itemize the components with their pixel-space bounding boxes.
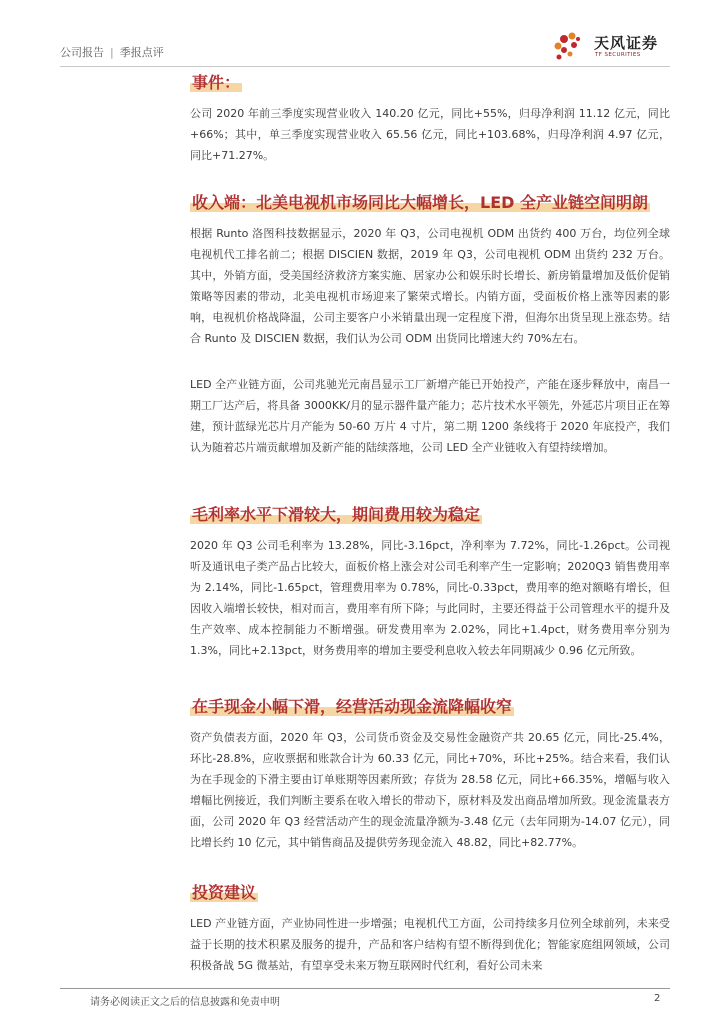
section-title: 在手现金小幅下滑，经营活动现金流降幅收窄	[192, 697, 513, 716]
breadcrumb-report-type: 公司报告	[60, 46, 104, 59]
paragraph: 资产负债表方面，2020 年 Q3，公司货币资金及交易性金融资产共 20.65 亿元，同比-25.4%，环比-28.8%，应收票据和账款合计为 60.33 亿元，同比+70%，环比+25%。结合来看，我们认为在手现金的下滑主要由订单账期等因素所致；存货为 28.58 亿元，同比+66.35%，增幅与收入增幅比例接近，我们判断主要系在收入增长的带动下，原材料及发出商品增加所致。现金流量表方面，公司 2020 年 Q3 经营活动产生的现金流量净额为-3.48 亿元（去年同期为-14.07 亿元），同比增长约 10 亿元，其中销售商品及提供劳务现金流入 48.82，同比+82.77%。	[190, 731, 670, 849]
breadcrumb-separator: |	[110, 46, 114, 59]
section-title: 投资建议	[192, 883, 257, 902]
paragraph: LED 全产业链方面，公司兆驰光元南昌显示工厂新增产能已开始投产，产能在逐步释放中，南昌一期工厂达产后，将具备 3000KK/月的显示器件量产能力；芯片技术水平领先，外延芯片项目正在筹建，预计蓝绿光芯片月产能为 50-60 万片 4 寸片，第二期 1200 条线将于 2020 年底投产，我们认为随着芯片端贡献增加及新产能的陆续落地，公司 LED 全产业链收入有望持续增加。	[190, 378, 670, 454]
section-revenue	[190, 190, 670, 458]
breadcrumb-report-category: 季报点评	[119, 46, 164, 59]
paragraph: 公司 2020 年前三季度实现营业收入 140.20 亿元，同比+55%，归母净利润 11.12 亿元，同比+66%；其中，单三季度实现营业收入 65.56 亿元，同比+103.68%，归母净利润 4.97 亿元，同比+71.27%。	[190, 107, 670, 162]
footer-divider	[60, 988, 670, 989]
footer-disclaimer: 请务必阅读正文之后的信息披露和免责申明	[90, 997, 280, 1008]
section-title: 收入端：北美电视机市场同比大幅增长，LED 全产业链空间明朗	[192, 193, 648, 212]
section-margin	[190, 502, 670, 661]
section-title: 毛利率水平下滑较大，期间费用较为稳定	[192, 505, 481, 524]
page-header	[60, 34, 670, 64]
brand-logo	[550, 28, 670, 68]
paragraph: 2020 年 Q3 公司毛利率为 13.28%，同比-3.16pct，净利率为 7.72%，同比-1.26pct。公司视听及通讯电子类产品占比较大，面板价格上涨会对公司毛利率产生一定影响；2020Q3 销售费用率为 2.14%，同比-1.65pct，管理费用率为 0.78%，同比-0.33pct，费用率的绝对额略有增长，但因收入端增长较快，相对而言，费用率有所下降；与此同时，主要还得益于公司管理水平的提升及生产效率、成本控制能力不断增强。研发费用率为 2.02%，同比+1.4pct，财务费用率分别为 1.3%，同比+2.13pct，财务费用率的增加主要受利息收入较去年同期减少 0.96 亿元所致。	[190, 539, 670, 657]
flower-logo-icon	[550, 30, 590, 64]
section-investment-advice	[190, 880, 670, 976]
section-event	[190, 70, 670, 166]
header-divider	[60, 66, 670, 67]
section-cashflow	[190, 694, 670, 853]
paragraph: 根据 Runto 洛图科技数据显示，2020 年 Q3，公司电视机 ODM 出货约 400 万台，均位列全球电视机代工排名前二；根据 DISCIEN 数据，2019 年 Q3，公司电视机 ODM 出货约 232 万台。其中，外销方面，受美国经济救济方案实施、居家办公和娱乐时长增长、新房销量增加及低价促销策略等因素的带动，北美电视机市场迎来了繁荣式增长。内销方面，受面板价格上涨等因素的影响，电视机价格战降温，公司主要客户小米销量出现一定程度下滑，但海尔出货呈现上涨态势。结合 Runto 及 DISCIEN 数据，我们认为公司 ODM 出货同比增速大约 70%左右。	[190, 227, 670, 345]
brand-name: 天风证券	[594, 34, 659, 52]
brand-name-en: TF SECURITIES	[595, 52, 641, 58]
section-title: 事件：	[192, 73, 241, 92]
breadcrumb	[60, 44, 164, 60]
paragraph: LED 产业链方面，产业协同性进一步增强；电视机代工方面，公司持续多月位列全球前列，未来受益于长期的技术积累及服务的提升，产品和客户结构有望不断得到优化；智能家庭组网领域，公司积极备战 5G 微基站，有望享受未来万物互联网时代红利，看好公司未来	[190, 917, 670, 972]
page-number: 2	[654, 993, 661, 1004]
